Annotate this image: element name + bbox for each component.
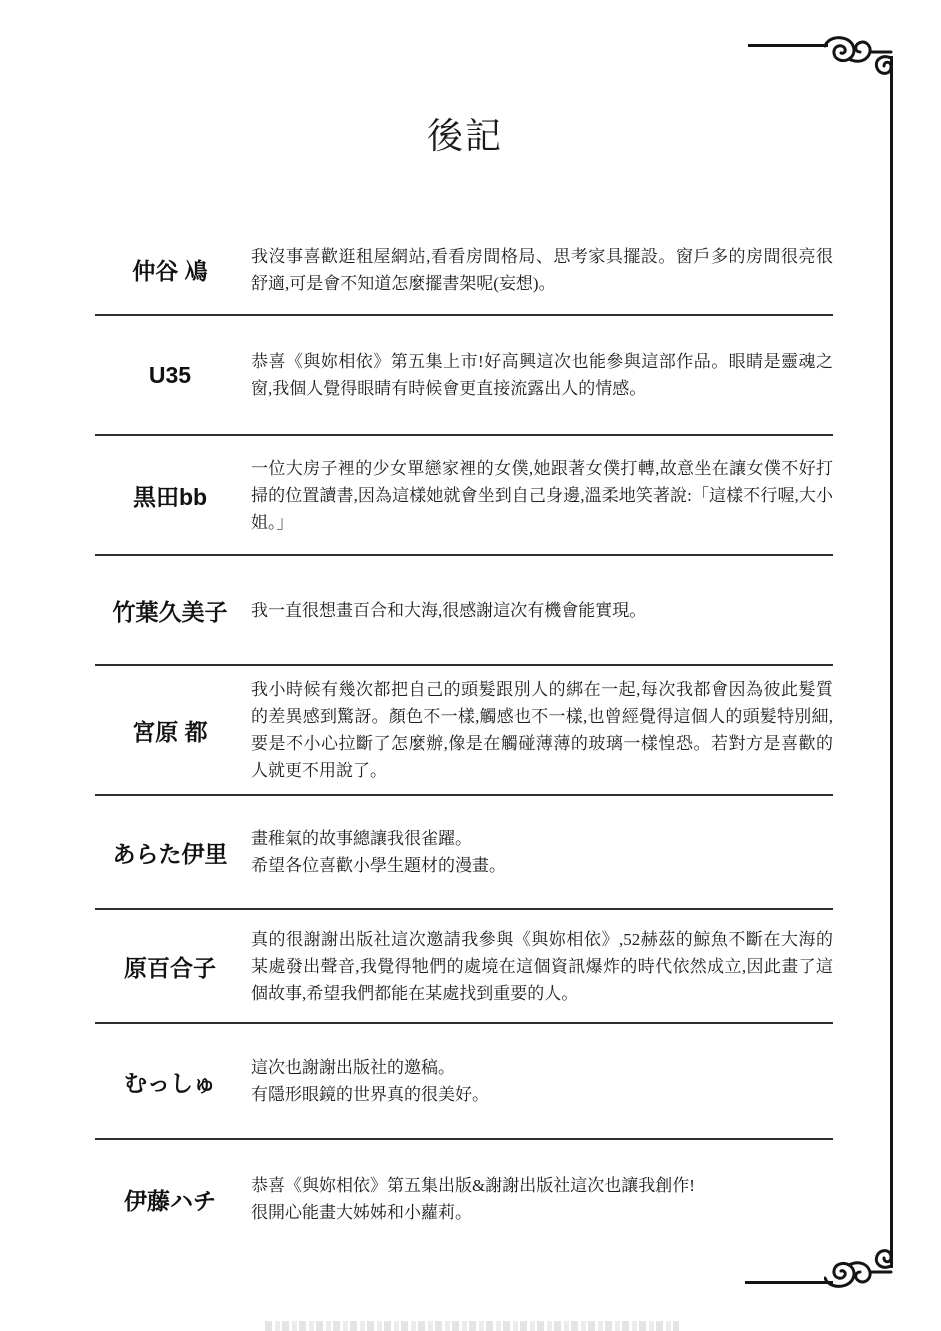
author-comment: 畫稚氣的故事總讓我很雀躍。 希望各位喜歡小學生題材的漫畫。 [251,829,506,875]
author-name: むっしゅ [124,1069,216,1096]
afterword-entry [95,1022,833,1138]
afterword-entry [95,225,833,314]
afterword-entry [95,794,833,908]
afterword-entry [95,434,833,554]
author-name: 伊藤ハチ [124,1187,216,1214]
author-comment: 真的很謝謝出版社這次邀請我參與《與妳相依》,52赫茲的鯨魚不斷在大海的某處發出聲音,我覺得牠們的處境在這個資訊爆炸的時代依然成立,因此畫了這個故事,希望我們都能在某處找到重要的人。 [251,929,833,1003]
frame-bottom-line [745,1281,833,1284]
author-name: 仲谷 鳰 [132,258,208,284]
author-comment: 一位大房子裡的少女單戀家裡的女僕,她跟著女僕打轉,故意坐在讓女僕不好打掃的位置讀書,因為這樣她就會坐到自己身邊,溫柔地笑著說:「這樣不行喔,大小姐。」 [251,458,833,532]
corner-flourish-icon [824,36,896,84]
author-comment: 我沒事喜歡逛租屋網站,看看房間格局、思考家具擺設。窗戶多的房間很亮很舒適,可是會不知道怎麼擺書架呢(妄想)。 [251,246,833,293]
corner-flourish-icon [824,1240,896,1288]
frame-top-line [748,44,828,47]
afterword-entry [95,908,833,1022]
author-name: あらた伊里 [112,840,228,867]
author-name: U35 [148,361,192,388]
frame-right-line [890,56,893,1268]
author-name: 竹葉久美子 [112,598,228,625]
afterword-entry [95,664,833,794]
entries-list [95,225,833,1258]
faint-footer-credit [265,1321,679,1331]
afterword-entry [95,554,833,664]
author-comment: 恭喜《與妳相依》第五集上市!好高興這次也能參與這部作品。眼睛是靈魂之窗,我個人覺得眼睛有時候會更直接流露出人的情感。 [251,352,833,398]
author-comment: 我一直很想畫百合和大海,很感謝這次有機會能實現。 [251,600,647,620]
author-comment: 我小時候有幾次都把自己的頭髮跟別人的綁在一起,每次我都會因為彼此髮質的差異感到驚訝。顏色不一樣,觸感也不一樣,也曾經覺得這個人的頭髮特別細,要是不小心拉斷了怎麼辦,像是在觸碰薄薄的玻璃一樣惶恐。若對方是喜歡的人就更不用說了。 [251,680,833,780]
page-title: 後記 [426,116,503,156]
author-name: 黒田bb [132,483,208,510]
author-comment: 這次也謝謝出版社的邀稿。 有隱形眼鏡的世界真的很美好。 [251,1058,489,1104]
author-name: 原百合子 [124,954,216,981]
author-name: 宮原 都 [132,718,208,745]
author-comment: 恭喜《與妳相依》第五集出版&謝謝出版社這次也讓我創作! 很開心能畫大姊姊和小蘿莉。 [251,1176,695,1222]
afterword-entry [95,1138,833,1258]
afterword-entry [95,314,833,434]
